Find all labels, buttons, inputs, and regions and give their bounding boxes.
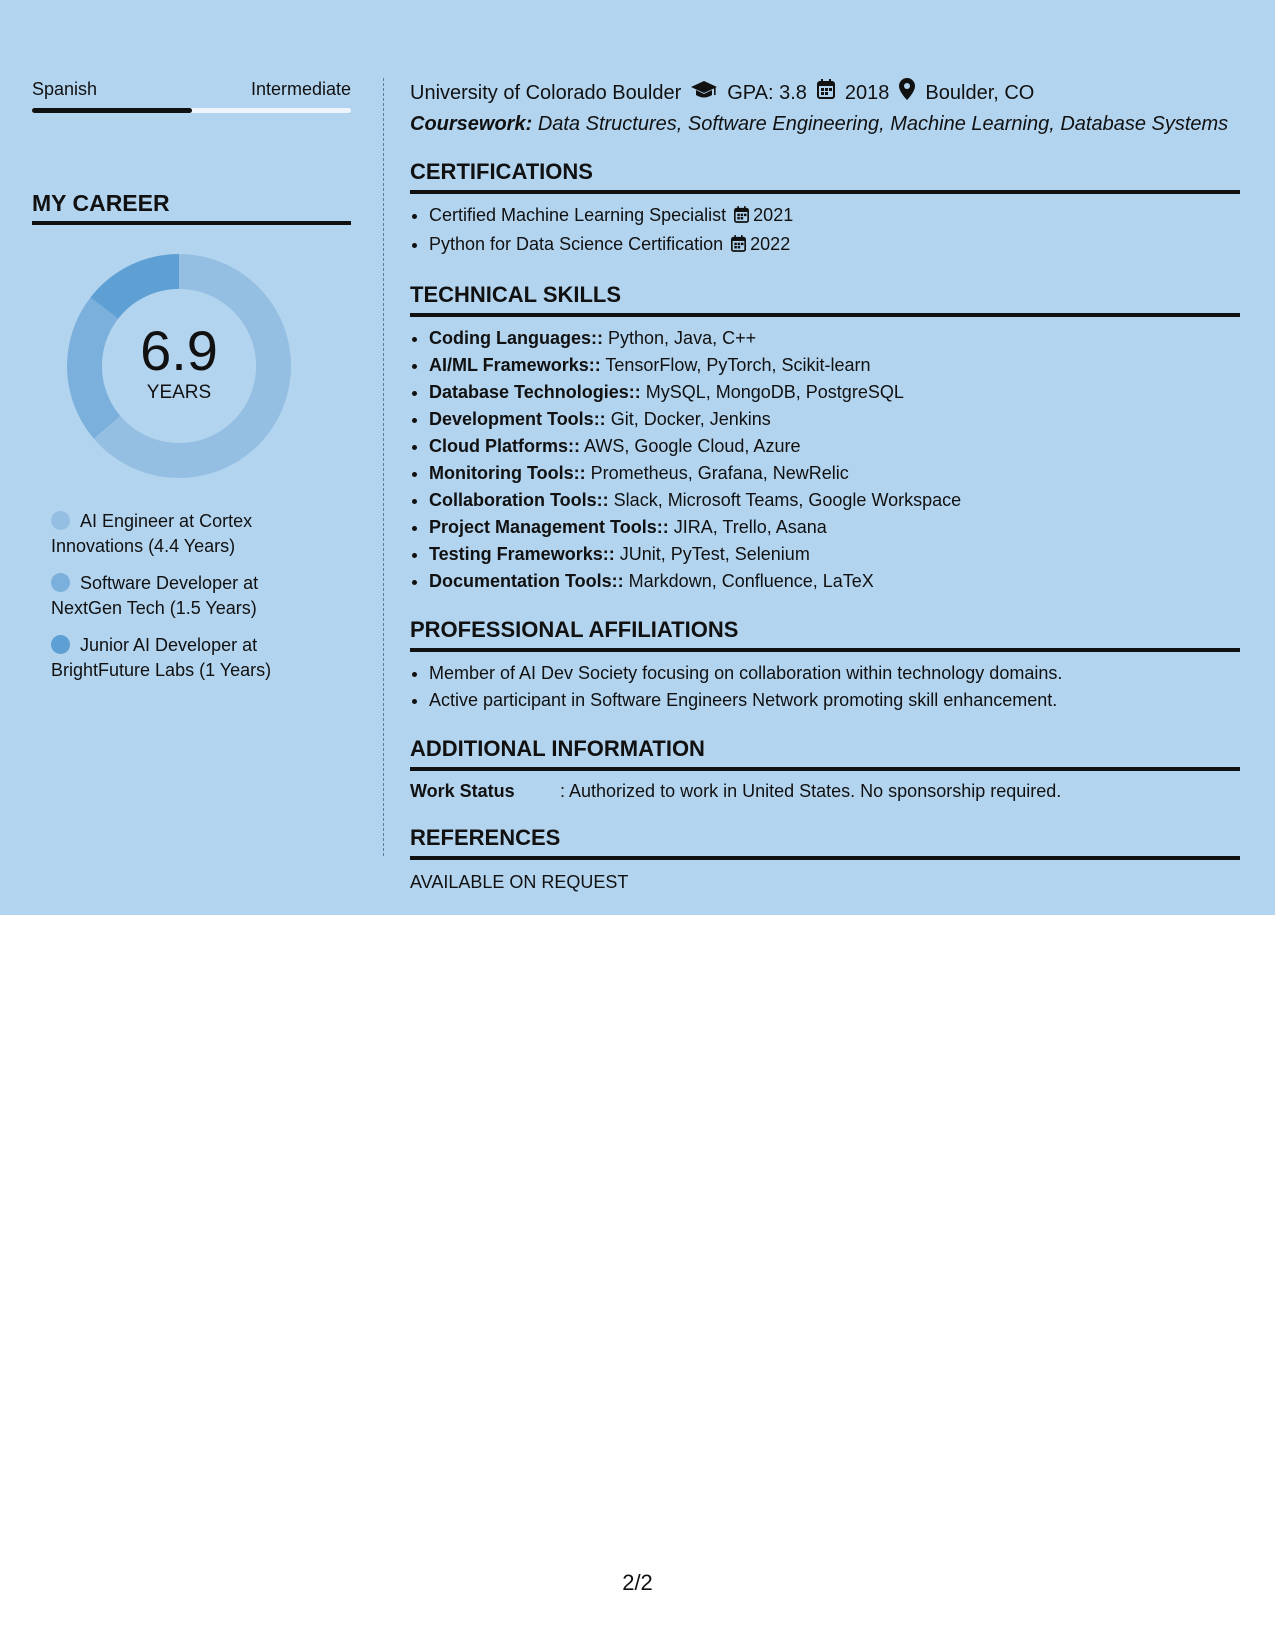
language-proficiency-fill: [32, 108, 192, 113]
legend-dot-icon: [51, 573, 70, 592]
skill-item: [429, 514, 1240, 541]
skill-label: Documentation Tools::: [429, 571, 624, 591]
skill-value: MySQL, MongoDB, PostgreSQL: [645, 382, 904, 402]
skill-value: Python, Java, C++: [608, 328, 757, 348]
certification-year: 2021: [753, 205, 794, 225]
technical-skills-title: TECHNICAL SKILLS: [410, 282, 1240, 317]
skill-value: JUnit, PyTest, Selenium: [619, 544, 810, 564]
legend-dot-icon: [51, 511, 70, 530]
career-legend-item: [51, 571, 311, 621]
calendar-icon: [731, 233, 746, 260]
calendar-icon: [734, 204, 749, 231]
skill-label: AI/ML Frameworks::: [429, 355, 601, 375]
certification-name: Python for Data Science Certification: [429, 234, 724, 254]
references-title: REFERENCES: [410, 825, 1240, 860]
skill-item: [429, 379, 1240, 406]
location-pin-icon: [899, 78, 915, 107]
left-column: [32, 78, 351, 695]
career-legend-label: Junior AI Developer at BrightFuture Labs (1 Years): [51, 635, 272, 680]
skill-value: Prometheus, Grafana, NewRelic: [590, 463, 849, 483]
right-column: [410, 78, 1240, 894]
career-legend-label: AI Engineer at Cortex Innovations (4.4 Years): [51, 511, 253, 556]
language-proficiency-bar: [32, 108, 351, 113]
certification-item: [429, 202, 1240, 231]
career-total-years: 6.9: [140, 319, 218, 382]
career-total-unit: YEARS: [146, 382, 212, 403]
page-number: 2/2: [622, 1570, 653, 1595]
skill-label: Cloud Platforms::: [429, 436, 580, 456]
language-level: Intermediate: [250, 79, 351, 99]
legend-dot-icon: [51, 635, 70, 654]
technical-skills-list: [410, 325, 1240, 595]
skill-value: Markdown, Confluence, LaTeX: [628, 571, 874, 591]
certification-name: Certified Machine Learning Specialist: [429, 205, 727, 225]
work-status-value: : Authorized to work in United States. No sponsorship required.: [560, 781, 1062, 801]
affiliation-item: • Active participant in Software Engineers Network promoting skill enhancement.: [429, 687, 1240, 714]
coursework-list: Data Structures, Software Engineering, Machine Learning, Database Systems: [537, 113, 1229, 135]
skill-label: Testing Frameworks::: [429, 544, 615, 564]
skill-item: [429, 325, 1240, 352]
skill-item: [429, 541, 1240, 568]
skill-value: Slack, Microsoft Teams, Google Workspace: [613, 490, 962, 510]
references-text: AVAILABLE ON REQUEST: [410, 872, 629, 892]
affiliations-list: [410, 660, 1240, 714]
skill-value: AWS, Google Cloud, Azure: [584, 436, 801, 456]
certification-year: 2022: [750, 234, 791, 254]
affiliation-item: • Member of AI Dev Society focusing on collaboration within technology domains.: [429, 660, 1240, 687]
skill-item: [429, 460, 1240, 487]
gpa: GPA: 3.8: [727, 81, 807, 104]
skill-item: [429, 487, 1240, 514]
career-legend-item: [51, 509, 311, 559]
graduation-cap-icon: [691, 80, 717, 106]
affiliations-title: PROFESSIONAL AFFILIATIONS: [410, 617, 1240, 652]
skill-label: Database Technologies::: [429, 382, 641, 402]
career-legend-label: Software Developer at NextGen Tech (1.5 Years): [51, 573, 259, 618]
column-divider: [383, 78, 384, 856]
skill-value: JIRA, Trello, Asana: [673, 517, 827, 537]
language-name: Spanish: [32, 79, 98, 99]
skill-item: [429, 568, 1240, 595]
additional-info-title: ADDITIONAL INFORMATION: [410, 736, 1240, 771]
career-legend: [32, 509, 351, 683]
school-name: University of Colorado Boulder: [410, 81, 682, 104]
skill-value: Git, Docker, Jenkins: [610, 409, 771, 429]
skill-item: [429, 406, 1240, 433]
coursework-line: [410, 111, 1240, 137]
work-status-row: [410, 779, 1240, 803]
career-legend-item: [51, 633, 311, 683]
skill-item: [429, 433, 1240, 460]
career-title: MY CAREER: [32, 189, 351, 225]
calendar-icon: [817, 79, 835, 106]
coursework-label: Coursework:: [410, 113, 533, 135]
skill-label: Monitoring Tools::: [429, 463, 586, 483]
career-donut-chart: [32, 251, 351, 501]
skill-item: [429, 352, 1240, 379]
skill-label: Collaboration Tools::: [429, 490, 609, 510]
skill-label: Coding Languages::: [429, 328, 603, 348]
language-row: [32, 78, 351, 100]
education-line: [410, 78, 1240, 107]
certifications-title: CERTIFICATIONS: [410, 159, 1240, 194]
work-status-label: Work Status: [410, 781, 515, 801]
graduation-year: 2018: [844, 81, 890, 104]
skill-label: Project Management Tools::: [429, 517, 669, 537]
education-location: Boulder, CO: [925, 81, 1035, 104]
skill-label: Development Tools::: [429, 409, 606, 429]
certification-item: [429, 231, 1240, 260]
certifications-list: [410, 202, 1240, 260]
skill-value: TensorFlow, PyTorch, Scikit-learn: [605, 355, 871, 375]
